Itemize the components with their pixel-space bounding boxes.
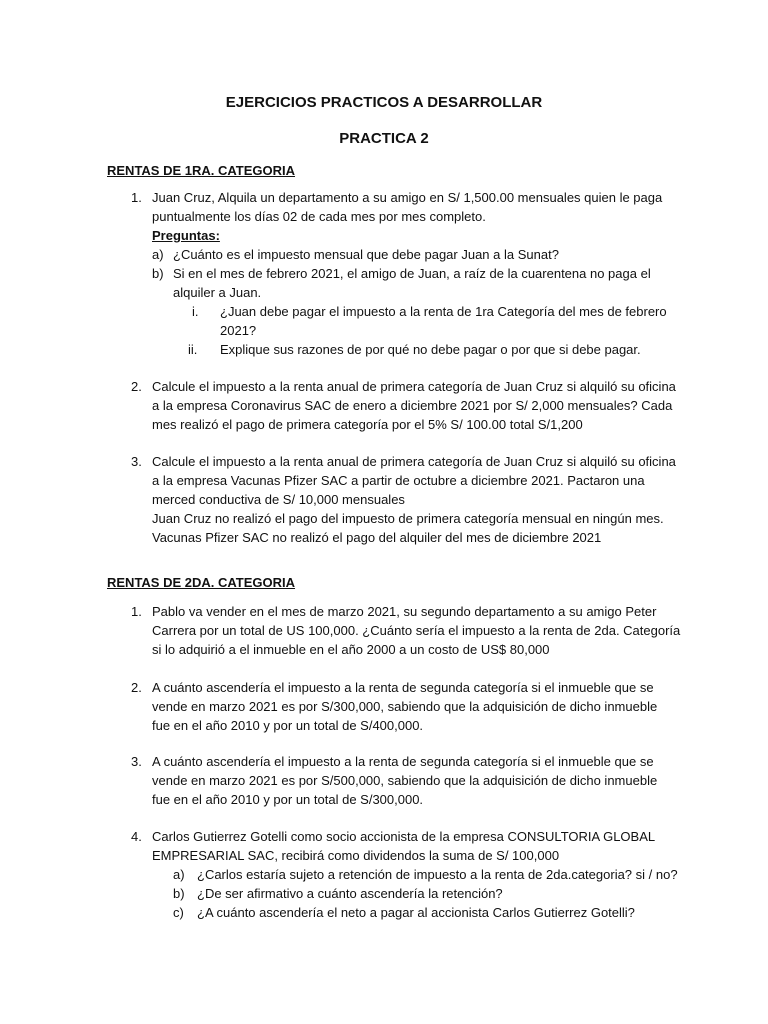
paragraph-line: fue en el año 2010 y por un total de S/300,000. [152, 792, 424, 807]
paragraph-line: Juan Cruz no realizó el pago del impuesto de primera categoría mensual en ningún mes. [152, 511, 664, 526]
paragraph-line: Pablo va vender en el mes de marzo 2021, su segundo departamento a su amigo Peter [152, 604, 657, 619]
paragraph-line: a la empresa Vacunas Pfizer SAC a partir de octubre a diciembre 2021. Pactaron una [152, 473, 645, 488]
paragraph-line: Juan Cruz, Alquila un departamento a su amigo en S/ 1,500.00 mensuales quien le paga [152, 190, 663, 205]
roman-item: Explique sus razones de por qué no debe pagar o por que si debe pagar. [220, 342, 641, 357]
roman-item: ¿Juan debe pagar el impuesto a la renta de 1ra Categoría del mes de febrero [220, 304, 667, 319]
paragraph-line: vende en marzo 2021 es por S/300,000, sabiendo que la adquisición de dicho inmueble [152, 699, 658, 714]
sublist-marker: b) [152, 266, 164, 281]
roman-marker: ii. [188, 342, 198, 357]
list-number: 2. [131, 680, 142, 695]
sublist-item: ¿Carlos estaría sujeto a retención de impuesto a la renta de 2da.categoria? si / no? [197, 867, 678, 882]
section-heading-2da: RENTAS DE 2DA. CATEGORIA [107, 575, 296, 590]
list-number: 2. [131, 379, 142, 394]
paragraph-line: merced conductiva de S/ 10,000 mensuales [152, 492, 405, 507]
sublist-item: ¿A cuánto ascendería el neto a pagar al accionista Carlos Gutierrez Gotelli? [197, 905, 635, 920]
paragraph-line: a la empresa Coronavirus SAC de enero a diciembre 2021 por S/ 2,000 mensuales? Cada [152, 398, 673, 413]
paragraph-line: fue en el año 2010 y por un total de S/400,000. [152, 718, 424, 733]
list-number: 1. [131, 190, 142, 205]
roman-item: 2021? [220, 323, 257, 338]
list-number: 3. [131, 754, 142, 769]
paragraph-line: Carrera por un total de US 100,000. ¿Cuánto sería el impuesto a la renta de 2da. Categoría [152, 623, 681, 638]
paragraph-line: Calcule el impuesto a la renta anual de primera categoría de Juan Cruz si alquiló su oficina [152, 454, 676, 469]
sublist-marker: b) [173, 886, 185, 901]
list-number: 3. [131, 454, 142, 469]
sublist-item: Si en el mes de febrero 2021, el amigo de Juan, a raíz de la cuarentena no paga el [173, 266, 651, 281]
paragraph-line: Calcule el impuesto a la renta anual de primera categoría de Juan Cruz si alquiló su oficina [152, 379, 676, 394]
paragraph-line: si lo adquirió a el inmueble en el año 2000 a un costo de US$ 80,000 [152, 642, 550, 657]
paragraph-line: Vacunas Pfizer SAC no realizó el pago del alquiler del mes de diciembre 2021 [152, 530, 602, 545]
paragraph-line: mes realizó el pago de primera categoría por el 5% S/ 100.00 total S/1,200 [152, 417, 583, 432]
paragraph-line: A cuánto ascendería el impuesto a la renta de segunda categoría si el inmueble que se [152, 680, 654, 695]
questions-label: Preguntas: [152, 228, 220, 243]
document-subtitle: PRACTICA 2 [339, 130, 429, 147]
sublist-item: ¿De ser afirmativo a cuánto ascendería la retención? [197, 886, 503, 901]
sublist-marker: c) [173, 905, 184, 920]
list-number: 4. [131, 829, 142, 844]
section-heading-1ra: RENTAS DE 1RA. CATEGORIA [107, 163, 296, 178]
sublist-marker: a) [173, 867, 185, 882]
paragraph-line: EMPRESARIAL SAC, recibirá como dividendos la suma de S/ 100,000 [152, 848, 560, 863]
paragraph-line: vende en marzo 2021 es por S/500,000, sabiendo que la adquisición de dicho inmueble [152, 773, 658, 788]
sublist-item: alquiler a Juan. [173, 285, 262, 300]
paragraph-line: Carlos Gutierrez Gotelli como socio accionista de la empresa CONSULTORIA GLOBAL [152, 829, 656, 844]
sublist-marker: a) [152, 247, 164, 262]
document-title: EJERCICIOS PRACTICOS A DESARROLLAR [225, 94, 543, 111]
paragraph-line: puntualmente los días 02 de cada mes por mes completo. [152, 209, 486, 224]
roman-marker: i. [192, 304, 199, 319]
list-number: 1. [131, 604, 142, 619]
sublist-item: ¿Cuánto es el impuesto mensual que debe pagar Juan a la Sunat? [173, 247, 559, 262]
paragraph-line: A cuánto ascendería el impuesto a la renta de segunda categoría si el inmueble que se [152, 754, 654, 769]
